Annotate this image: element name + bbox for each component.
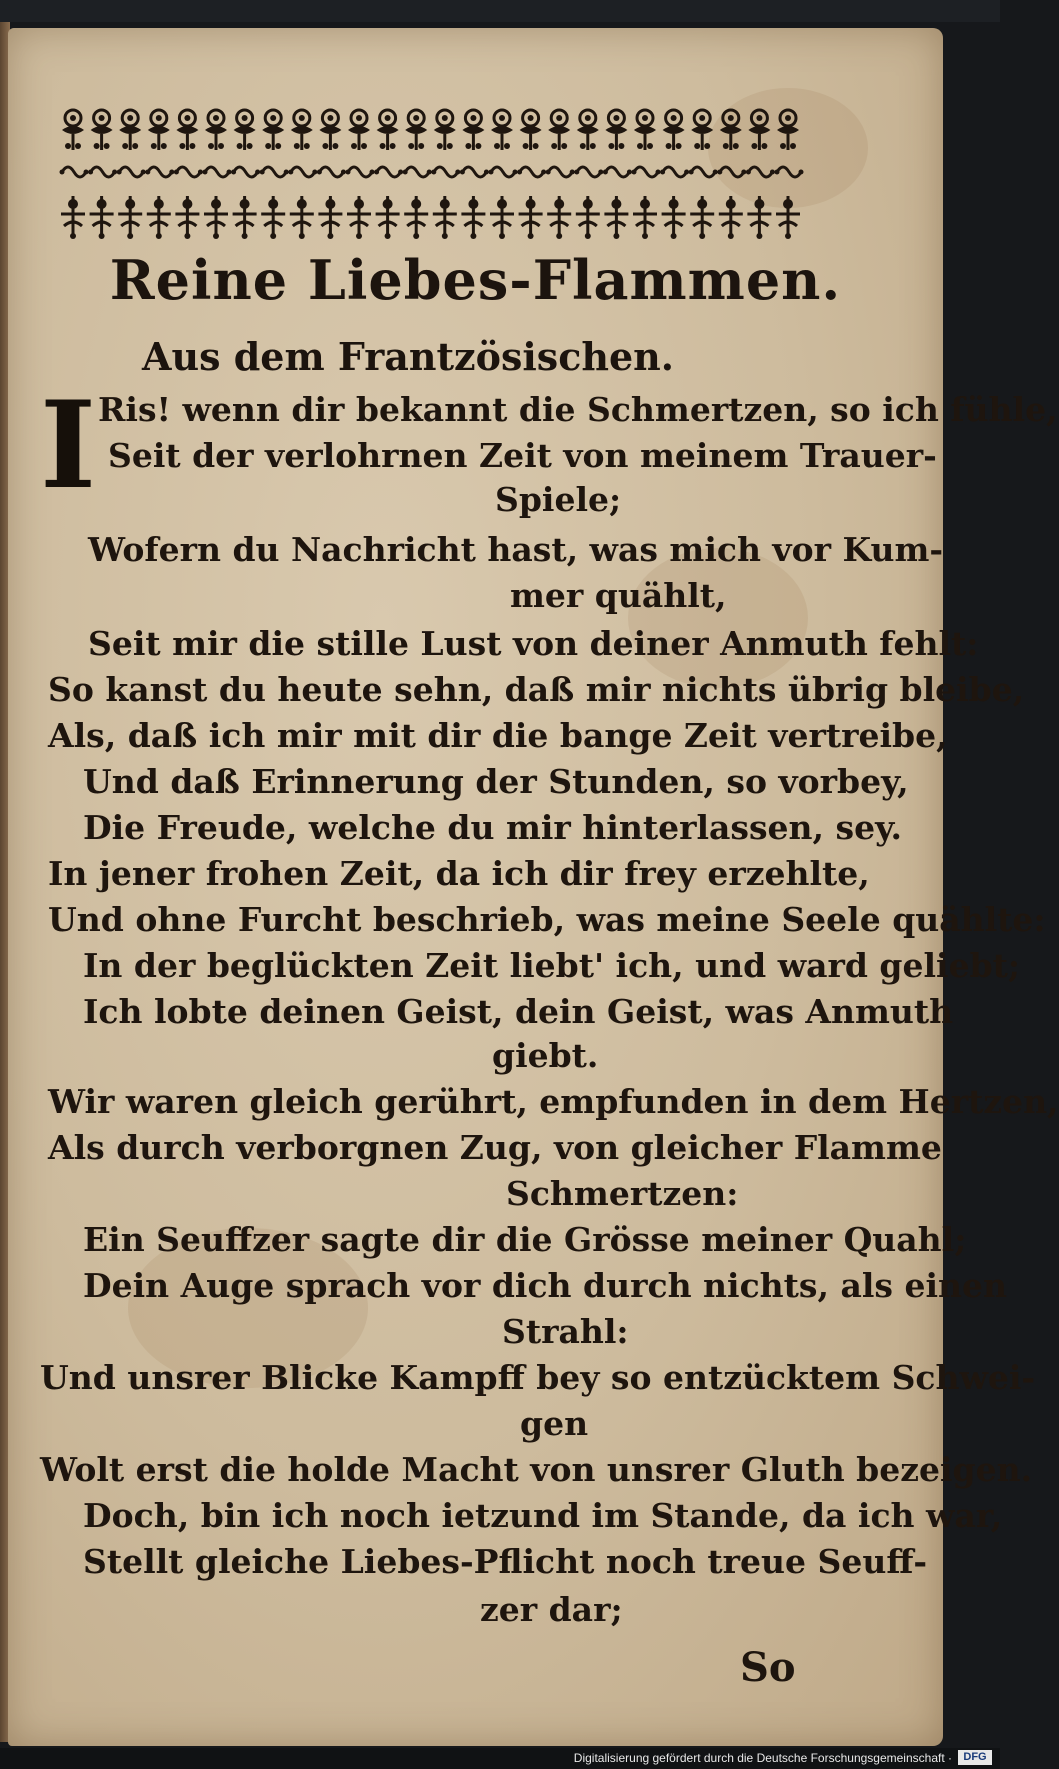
ornament-glyph — [546, 167, 575, 177]
ornament-glyph — [746, 167, 775, 177]
ornament-glyph — [431, 167, 460, 177]
ornament-glyph — [460, 167, 489, 177]
ornament-glyph — [462, 110, 484, 150]
ornament-glyph — [174, 167, 203, 177]
ornament-glyph — [405, 110, 427, 150]
ornament-glyph — [260, 167, 289, 177]
ornament-glyph — [633, 196, 657, 239]
ornament-glyph — [60, 167, 89, 177]
ornament-glyph — [318, 196, 342, 239]
ornament-glyph — [519, 196, 543, 239]
poem-line: Seit der verlohrnen Zeit von meinem Trauer- — [108, 436, 937, 475]
ornament-glyph — [576, 196, 600, 239]
ornament-glyph — [288, 167, 317, 177]
poem-line: Und ohne Furcht beschrieb, was meine Seele quählte: — [48, 900, 1046, 939]
ornament-glyph — [175, 196, 199, 239]
ornament-glyph — [148, 110, 170, 150]
poem-line: Dein Auge sprach vor dich durch nichts, als einen — [83, 1266, 1007, 1305]
poem-line: Als, daß ich mir mit dir die bange Zeit vertreibe, — [48, 716, 948, 755]
poem-line: So kanst du heute sehn, daß mir nichts übrig bleibe, — [48, 670, 1025, 709]
ornament-glyph — [662, 196, 686, 239]
poem-line: Als durch verborgnen Zug, von gleicher Flamme — [48, 1128, 942, 1167]
ornament-glyph — [461, 196, 485, 239]
poem-line: Ein Seuffzer sagte dir die Grösse meiner Quahl; — [83, 1220, 967, 1259]
ornament-glyph — [61, 196, 85, 239]
poem-line: Die Freude, welche du mir hinterlassen, sey. — [83, 808, 902, 847]
ornament-glyph — [233, 196, 257, 239]
ornament-glyph — [689, 167, 718, 177]
ornament-glyph — [717, 167, 746, 177]
ornament-glyph — [604, 196, 628, 239]
ornament-glyph — [404, 196, 428, 239]
ornament-glyph — [319, 110, 341, 150]
ornament-glyph — [632, 167, 661, 177]
ornament-glyph — [204, 196, 228, 239]
ornament-glyph — [347, 196, 371, 239]
ornament-glyph — [720, 110, 742, 150]
poem-line: Ich lobte deinen Geist, dein Geist, was Anmuth — [83, 992, 954, 1031]
poem-line: Strahl: — [502, 1312, 629, 1351]
ornament-glyph — [147, 196, 171, 239]
ornament-glyph — [118, 196, 142, 239]
ornament-glyph — [203, 167, 232, 177]
ornament-glyph — [775, 167, 804, 177]
ornament-glyph — [290, 196, 314, 239]
poem-line: Doch, bin ich noch ietzund im Stande, da ich war, — [83, 1496, 1003, 1535]
poem-line: Und daß Erinnerung der Stunden, so vorbey, — [83, 762, 909, 801]
ornament-glyph — [491, 110, 513, 150]
decorative-ornament-border — [60, 106, 805, 258]
ornament-glyph — [91, 110, 113, 150]
ornament-glyph — [145, 167, 174, 177]
ornament-glyph — [634, 110, 656, 150]
ornament-glyph — [776, 196, 800, 239]
ornament-glyph — [574, 167, 603, 177]
page-subtitle: Aus dem Frantzösischen. — [142, 334, 674, 379]
ornament-glyph — [603, 167, 632, 177]
ornament-glyph — [88, 167, 117, 177]
ornament-glyph — [62, 110, 84, 150]
ornament-glyph — [403, 167, 432, 177]
ornament-glyph — [234, 110, 256, 150]
poem-line: In jener frohen Zeit, da ich dir frey erzehlte, — [48, 854, 870, 893]
ornament-glyph — [261, 196, 285, 239]
poem-line: mer quählt, — [510, 576, 727, 615]
ornament-glyph — [577, 110, 599, 150]
ornament-glyph — [691, 110, 713, 150]
ornament-glyph — [205, 110, 227, 150]
ornament-glyph — [117, 167, 146, 177]
ornament-glyph — [346, 167, 375, 177]
poem-line: Und unsrer Blicke Kampff bey so entzücktem Schwei- — [40, 1358, 1036, 1397]
poem-line: Stellt gleiche Liebes-Pflicht noch treue Seuff- — [83, 1542, 928, 1581]
poem-line: Spiele; — [495, 480, 622, 519]
ornament-glyph — [719, 196, 743, 239]
ornament-glyph — [317, 167, 346, 177]
poem-line: Ris! wenn dir bekannt die Schmertzen, so ich fühle, — [98, 390, 1058, 429]
ornament-glyph — [548, 110, 570, 150]
ornament-glyph — [176, 110, 198, 150]
ornament-glyph — [663, 110, 685, 150]
ornament-glyph — [377, 110, 399, 150]
ornament-glyph — [90, 196, 114, 239]
ornament-glyph — [119, 110, 141, 150]
ornament-glyph — [547, 196, 571, 239]
digitization-credit: Digitalisierung gefördert durch die Deutsche Forschungsgemeinschaft · — [573, 1751, 952, 1765]
ornament-glyph — [291, 110, 313, 150]
dfg-logo: DFG — [958, 1750, 992, 1765]
catchword: So — [740, 1644, 796, 1691]
poem-line: Schmertzen: — [506, 1174, 739, 1213]
poem-line: zer dar; — [480, 1590, 623, 1629]
ornament-glyph — [376, 196, 400, 239]
ornament-glyph — [660, 167, 689, 177]
poem-line: In der beglückten Zeit liebt' ich, und ward geliebt; — [83, 946, 1021, 985]
ornament-glyph — [777, 110, 799, 150]
ornament-glyph — [433, 196, 457, 239]
ornament-glyph — [748, 110, 770, 150]
ornament-glyph — [517, 167, 546, 177]
scan-top-edge — [0, 0, 1000, 22]
poem-line: giebt. — [492, 1036, 599, 1075]
ornament-glyph — [490, 196, 514, 239]
ornament-glyph — [374, 167, 403, 177]
drop-cap: I — [40, 375, 97, 516]
ornament-glyph — [605, 110, 627, 150]
ornament-glyph — [434, 110, 456, 150]
ornament-glyph — [489, 167, 518, 177]
book-page — [8, 28, 1059, 1746]
ornament-glyph — [520, 110, 542, 150]
poem-line: Wofern du Nachricht hast, was mich vor Kum- — [88, 530, 944, 569]
poem-line: Seit mir die stille Lust von deiner Anmuth fehlt: — [88, 624, 979, 663]
ornament-glyph — [747, 196, 771, 239]
ornament-glyph — [690, 196, 714, 239]
ornament-glyph — [348, 110, 370, 150]
ornament-glyph — [262, 110, 284, 150]
poem-line: gen — [520, 1404, 589, 1443]
ornament-glyph — [231, 167, 260, 177]
page-title: Reine Liebes-Flammen. — [109, 248, 842, 312]
poem-line: Wir waren gleich gerührt, empfunden in dem Hertzen, — [48, 1082, 1059, 1121]
poem-line: Wolt erst die holde Macht von unsrer Gluth bezeigen. — [40, 1450, 1033, 1489]
